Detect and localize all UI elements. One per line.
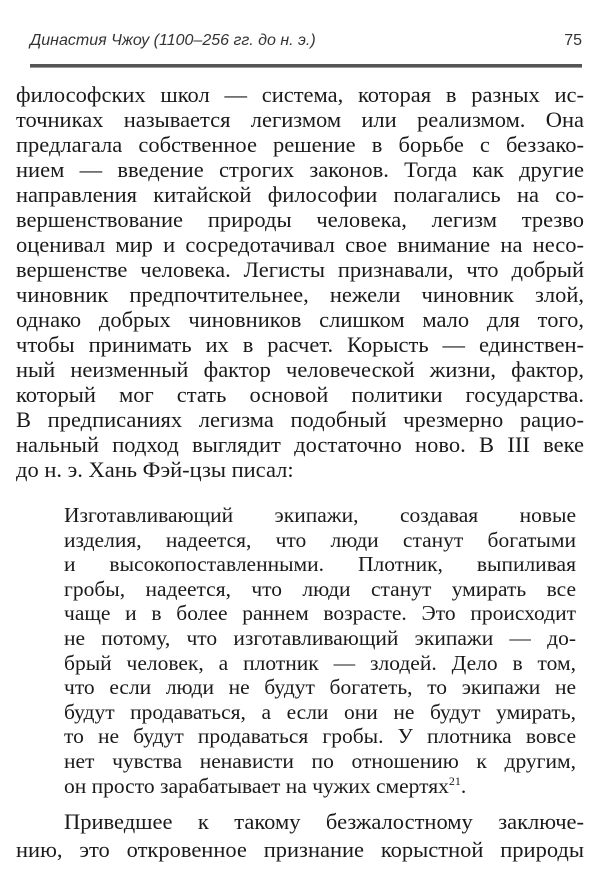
- chapter-title: Династия Чжоу (1100–256 гг. до н. э.): [30, 32, 316, 49]
- text-line: нальный подход выглядит достаточно ново. В III веке: [16, 432, 584, 457]
- text-line: чиновник предпочтительнее, нежели чиновник злой,: [16, 282, 584, 307]
- quote-final-text: он просто зарабатывает на чужих смертях: [64, 773, 449, 798]
- closing-paragraph: [16, 808, 584, 864]
- text-line: ный неизменный фактор человеческой жизни, фактор,: [16, 357, 584, 382]
- text-line: предлагала собственное решение в борьбе с беззако-: [16, 132, 584, 157]
- quote-line: не потому, что изготавливающий экипажи — до-: [64, 625, 576, 650]
- quote-line: будут продаваться, а если они не будут умирать,: [64, 699, 576, 724]
- text-line: точниках называется легизмом или реализмом. Она: [16, 107, 584, 132]
- text-line: философских школ — система, которая в разных ис-: [16, 82, 584, 107]
- body-paragraph: [16, 82, 584, 482]
- quote-period: .: [460, 773, 467, 798]
- quote-line: брый человек, а плотник — злодей. Дело в том,: [64, 650, 576, 675]
- text-line: нию, это откровенное признание корыстной природы: [16, 837, 584, 862]
- text-line: направления китайской философии полагались на со-: [16, 182, 584, 207]
- text-line: Приведшее к такому безжалостному заключе-: [64, 809, 584, 834]
- text-line: нием — введение строгих законов. Тогда как другие: [16, 157, 584, 182]
- quote-line: [64, 774, 576, 799]
- page-number: 75: [564, 32, 582, 49]
- text-line: который мог стать основой политики государства.: [16, 382, 584, 407]
- text-line: до н. э. Хань Фэй-цзы писал:: [16, 457, 294, 482]
- header-rule: [30, 64, 582, 68]
- text-line: чтобы принимать их в расчет. Корысть — единствен-: [16, 332, 584, 357]
- quote-line: нет чувства ненависти по отношению к другим,: [64, 748, 576, 773]
- quote-line: что если люди не будут богатеть, то экипажи не: [64, 675, 576, 700]
- quote-line: гробы, надеется, что люди станут умирать все: [64, 576, 576, 601]
- quote-line: и высокопоставленными. Плотник, выпиливая: [64, 552, 576, 577]
- text-line: В предписаниях легизма подобный чрезмерно рацио-: [16, 407, 584, 432]
- quote-line: чаще и в более раннем возрасте. Это происходит: [64, 601, 576, 626]
- block-quote: [64, 503, 576, 798]
- quote-line: изделия, надеется, что люди станут богатыми: [64, 527, 576, 552]
- text-line: вершенствование природы человека, легизм трезво: [16, 207, 584, 232]
- text-line: однако добрых чиновников слишком мало для того,: [16, 307, 584, 332]
- running-header: [30, 30, 582, 60]
- quote-line: то не будут продаваться гробы. У плотника вовсе: [64, 724, 576, 749]
- text-line: оценивал мир и сосредотачивал свое внимание на несо-: [16, 232, 584, 257]
- text-line: вершенстве человека. Легисты признавали, что добрый: [16, 257, 584, 282]
- quote-line: Изготавливающий экипажи, создавая новые: [64, 503, 576, 527]
- footnote-reference[interactable]: 21: [448, 773, 461, 788]
